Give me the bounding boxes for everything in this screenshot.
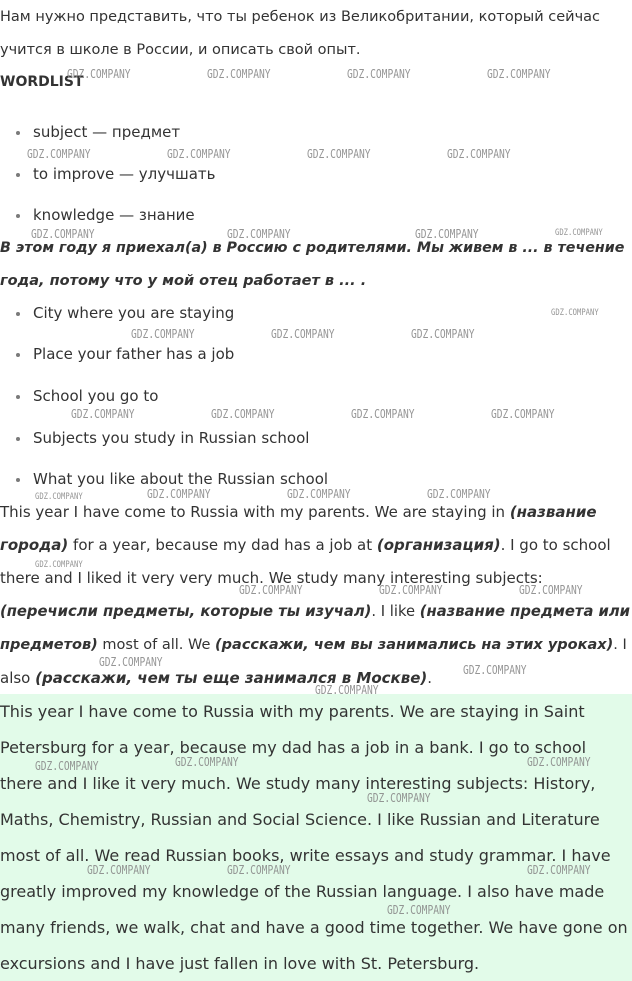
watermark: GDZ.COMPANY <box>27 147 91 161</box>
prompt-line-2: года, потому что у мой отец работает в ... . <box>0 273 367 289</box>
watermark: GDZ.COMPANY <box>527 863 591 877</box>
watermark: GDZ.COMPANY <box>415 227 479 241</box>
watermark: GDZ.COMPANY <box>487 67 551 81</box>
watermark: GDZ.COMPANY <box>287 487 351 501</box>
watermark: GDZ.COMPANY <box>35 560 83 570</box>
watermark: GDZ.COMPANY <box>351 407 415 421</box>
template-line-4: (перечисли предметы, которые ты изучал). I like (название предмета или <box>0 603 631 620</box>
wordlist-item <box>16 205 195 225</box>
watermark: GDZ.COMPANY <box>227 863 291 877</box>
watermark: GDZ.COMPANY <box>227 227 291 241</box>
watermark: GDZ.COMPANY <box>367 791 431 805</box>
watermark: GDZ.COMPANY <box>379 583 443 597</box>
watermark: GDZ.COMPANY <box>315 683 379 697</box>
answer-line: Petersburg for a year, because my dad has a job in a bank. I go to school <box>0 738 587 757</box>
prompt-line-1: В этом году я приехал(а) в Россию с родителями. Мы живем в ... в течение <box>0 240 625 256</box>
watermark: GDZ.COMPANY <box>131 327 195 341</box>
wordlist-item <box>16 164 215 184</box>
watermark: GDZ.COMPANY <box>87 863 151 877</box>
answer-line: excursions and I have just fallen in love with St. Petersburg. <box>0 954 480 973</box>
task-line-2: учится в школе в России, и описать свой опыт. <box>0 42 361 58</box>
watermark: GDZ.COMPANY <box>67 67 131 81</box>
watermark: GDZ.COMPANY <box>527 755 591 769</box>
template-line-3: there and I liked it very very much. We study many interesting subjects: <box>0 569 543 587</box>
watermark: GDZ.COMPANY <box>307 147 371 161</box>
question-item <box>16 386 158 406</box>
question-item <box>16 303 234 323</box>
watermark: GDZ.COMPANY <box>491 407 555 421</box>
watermark: GDZ.COMPANY <box>207 67 271 81</box>
watermark: GDZ.COMPANY <box>519 583 583 597</box>
watermark: GDZ.COMPANY <box>239 583 303 597</box>
question-text: Subjects you study in Russian school <box>33 429 310 447</box>
watermark: GDZ.COMPANY <box>411 327 475 341</box>
task-line-1: Нам нужно представить, что ты ребенок из Великобритании, который сейчас <box>0 9 600 25</box>
question-text: What you like about the Russian school <box>33 470 329 488</box>
watermark: GDZ.COMPANY <box>427 487 491 501</box>
wordlist-item <box>16 122 180 142</box>
wordlist-item-text: knowledge — знание <box>33 206 195 224</box>
watermark: GDZ.COMPANY <box>167 147 231 161</box>
answer-line: many friends, we walk, chat and have a good time together. We have gone on <box>0 918 628 937</box>
watermark: GDZ.COMPANY <box>35 759 99 773</box>
template-line-2: города) for a year, because my dad has a job at (организация). I go to school <box>0 536 611 554</box>
watermark: GDZ.COMPANY <box>35 492 83 502</box>
wordlist-item-text: to improve — улучшать <box>33 165 216 183</box>
watermark: GDZ.COMPANY <box>31 227 95 241</box>
answer-line: there and I like it very much. We study many interesting subjects: History, <box>0 774 596 793</box>
wordlist-title: WORDLIST <box>0 74 84 90</box>
watermark: GDZ.COMPANY <box>175 755 239 769</box>
watermark: GDZ.COMPANY <box>555 228 603 238</box>
watermark: GDZ.COMPANY <box>347 67 411 81</box>
watermark: GDZ.COMPANY <box>387 903 451 917</box>
template-line-6: also (расскажи, чем ты еще занимался в Москве). <box>0 669 433 687</box>
watermark: GDZ.COMPANY <box>211 407 275 421</box>
question-item <box>16 344 234 364</box>
question-text: Place your father has a job <box>33 345 235 363</box>
watermark: GDZ.COMPANY <box>99 655 163 669</box>
question-item <box>16 428 309 448</box>
answer-line: most of all. We read Russian books, write essays and study grammar. I have <box>0 846 611 865</box>
watermark: GDZ.COMPANY <box>551 308 599 318</box>
question-item <box>16 469 328 489</box>
answer-line: Maths, Chemistry, Russian and Social Science. I like Russian and Literature <box>0 810 600 829</box>
watermark: GDZ.COMPANY <box>463 663 527 677</box>
question-text: School you go to <box>33 387 159 405</box>
question-text: City where you are staying <box>33 304 235 322</box>
answer-line: This year I have come to Russia with my parents. We are staying in Saint <box>0 702 585 721</box>
watermark: GDZ.COMPANY <box>147 487 211 501</box>
template-line-5: предметов) most of all. We (расскажи, чем вы занимались на этих уроках). I <box>0 637 627 653</box>
watermark: GDZ.COMPANY <box>447 147 511 161</box>
watermark: GDZ.COMPANY <box>71 407 135 421</box>
template-line-1: This year I have come to Russia with my parents. We are staying in (название <box>0 503 597 521</box>
answer-line: greatly improved my knowledge of the Russian language. I also have made <box>0 882 605 901</box>
watermark: GDZ.COMPANY <box>271 327 335 341</box>
wordlist-item-text: subject — предмет <box>33 123 181 141</box>
